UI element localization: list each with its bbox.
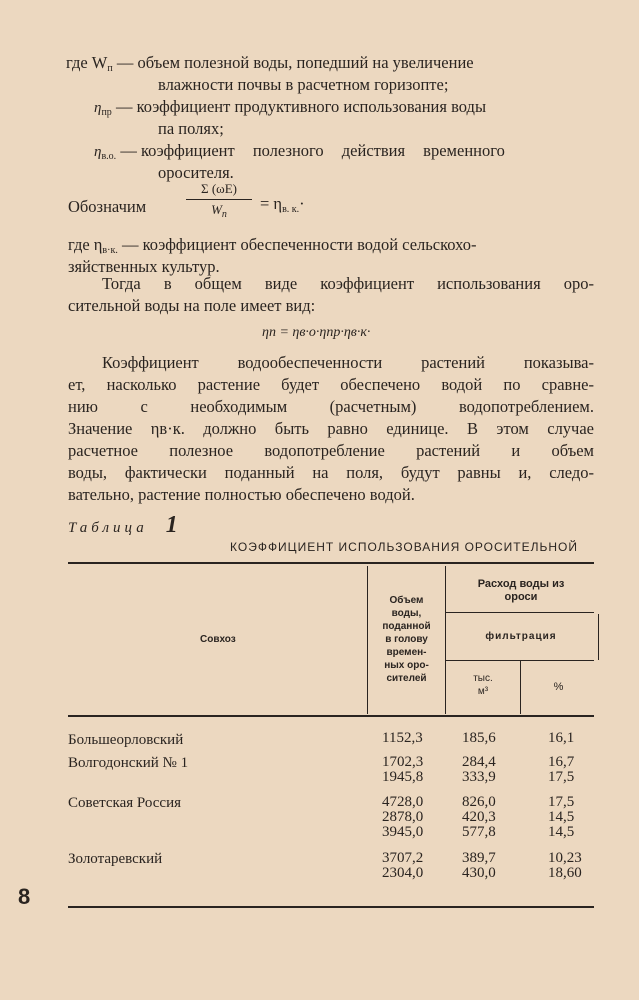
formula-numerator: Σ (ωE) [201, 181, 237, 196]
table-cell-volume: 3945,0 [382, 824, 424, 840]
table-cell-percent: 17,5 [548, 794, 575, 810]
table-title [68, 512, 178, 539]
paragraph-line: Тогда в общем виде коэффициент использования оро- [102, 274, 594, 293]
definition-line: оросителя. [158, 163, 234, 182]
definition-line: коэффициент продуктивного использования воды [136, 97, 487, 116]
table-cell-percent: 10,23 [548, 850, 582, 866]
formula-label: Обозначим [68, 197, 147, 216]
table-cell-thousand: 389,7 [462, 850, 496, 866]
page-number: 8 [18, 884, 31, 909]
definition-line: па полях; [158, 119, 224, 138]
table-cell-thousand: 430,0 [462, 865, 496, 881]
header-thousand-m3: тыс. м³ [473, 673, 493, 697]
table-cell-percent: 14,5 [548, 824, 575, 840]
table-cell-volume: 1702,3 [382, 754, 424, 770]
paragraph-line: Значение ηв·к. должно быть равно единице. В этом случае [68, 419, 594, 438]
paragraph-line: где $\eta_{в\cdot к.}$ — коэффициент обеспеченности водой сельскохо- [68, 235, 477, 256]
table-row-farm: Большеорловский [68, 732, 184, 748]
table-cell-percent: 16,1 [548, 730, 575, 746]
table-cell-volume: 3707,2 [382, 850, 424, 866]
definition-eta-pr: $\eta_{пр}$ — коэффициент продуктивного использования воды [94, 97, 487, 118]
table-cell-percent: 16,7 [548, 754, 575, 770]
table-top-rule [68, 562, 594, 564]
definition-line: коэффициент полезного действия временного [140, 141, 505, 160]
table-cell-volume: 2304,0 [382, 865, 424, 881]
table-number: 1 [165, 512, 178, 538]
paragraph-line: нию с необходимым (расчетным) водопотреблением. [68, 397, 594, 416]
table-cell-percent: 17,5 [548, 769, 575, 785]
paragraph-line: ет, насколько растение будет обеспечено водой по сравне- [68, 375, 594, 394]
definition-line: влажности почвы в расчетном горизопте; [158, 75, 449, 94]
table-label: Таблица [68, 520, 148, 536]
definition-line: объем полезной воды, попедший на увеличение [137, 53, 474, 72]
table-cell-volume: 4728,0 [382, 794, 424, 810]
header-percent: % [553, 681, 564, 693]
column-divider [598, 614, 599, 660]
table-cell-volume: 1152,3 [382, 730, 423, 746]
paragraph-line: расчетное полезное водопотребление растений и объем [68, 441, 594, 460]
paragraph-line: воды, фактически поданный на поля, будут равны и, следо- [68, 463, 594, 482]
definition-symbol: где $W_п$ [66, 53, 113, 74]
header-farm: Совхоз [200, 634, 236, 645]
table-row-farm: Волгодонский № 1 [68, 755, 189, 771]
table-row-farm: Советская Россия [68, 795, 182, 811]
table-cell-percent: 18,60 [548, 865, 582, 881]
header-volume: Объем воды, поданной в голову времен- ных оро- сителей [382, 595, 431, 684]
table-caption: КОЭФФИЦИЕНТ ИСПОЛЬЗОВАНИЯ ОРОСИТЕЛЬНОЙ [230, 540, 579, 554]
paragraph-line: зяйственных культур. [68, 257, 220, 276]
paragraph-line: вательно, растение полностью обеспечено водой. [68, 485, 415, 504]
table-cell-percent: 14,5 [548, 809, 575, 825]
formula-eta-total: ηп = ηв·о·ηпр·ηв·к· [262, 325, 371, 340]
fraction-bar [186, 199, 252, 200]
table-cell-thousand: 185,6 [462, 730, 496, 746]
definition-wp: где $W_п$ — объем полезной воды, попедший на увеличение [66, 53, 474, 74]
formula-fraction [186, 181, 252, 223]
table-cell-thousand: 420,3 [462, 809, 496, 825]
formula-rhs: = $\eta_{в. к.}\cdot$ [260, 194, 305, 215]
table-cell-thousand: 333,9 [462, 769, 496, 785]
table-cell-thousand: 826,0 [462, 794, 496, 810]
table-bottom-rule [68, 906, 594, 908]
paragraph-line: сительной воды на поле имеет вид: [68, 296, 316, 315]
definition-eta-vo: $\eta_{в.о.}$ — коэффициент полезного действия временного [94, 141, 505, 162]
paragraph-line: Коэффициент водообеспеченности растений показыва- [102, 353, 594, 372]
table-header-rule [68, 715, 594, 717]
table-cell-thousand: 284,4 [462, 754, 496, 770]
header-filtration: фильтрация [485, 631, 557, 642]
group-rule [445, 612, 594, 613]
table-cell-thousand: 577,8 [462, 824, 496, 840]
formula-denominator: $W_п$ [211, 202, 227, 220]
table-cell-volume: 2878,0 [382, 809, 424, 825]
table-row-farm: Золотаревский [68, 851, 163, 867]
header-water-consumption: Расход воды из ороси [477, 578, 565, 603]
table-cell-volume: 1945,8 [382, 769, 424, 785]
